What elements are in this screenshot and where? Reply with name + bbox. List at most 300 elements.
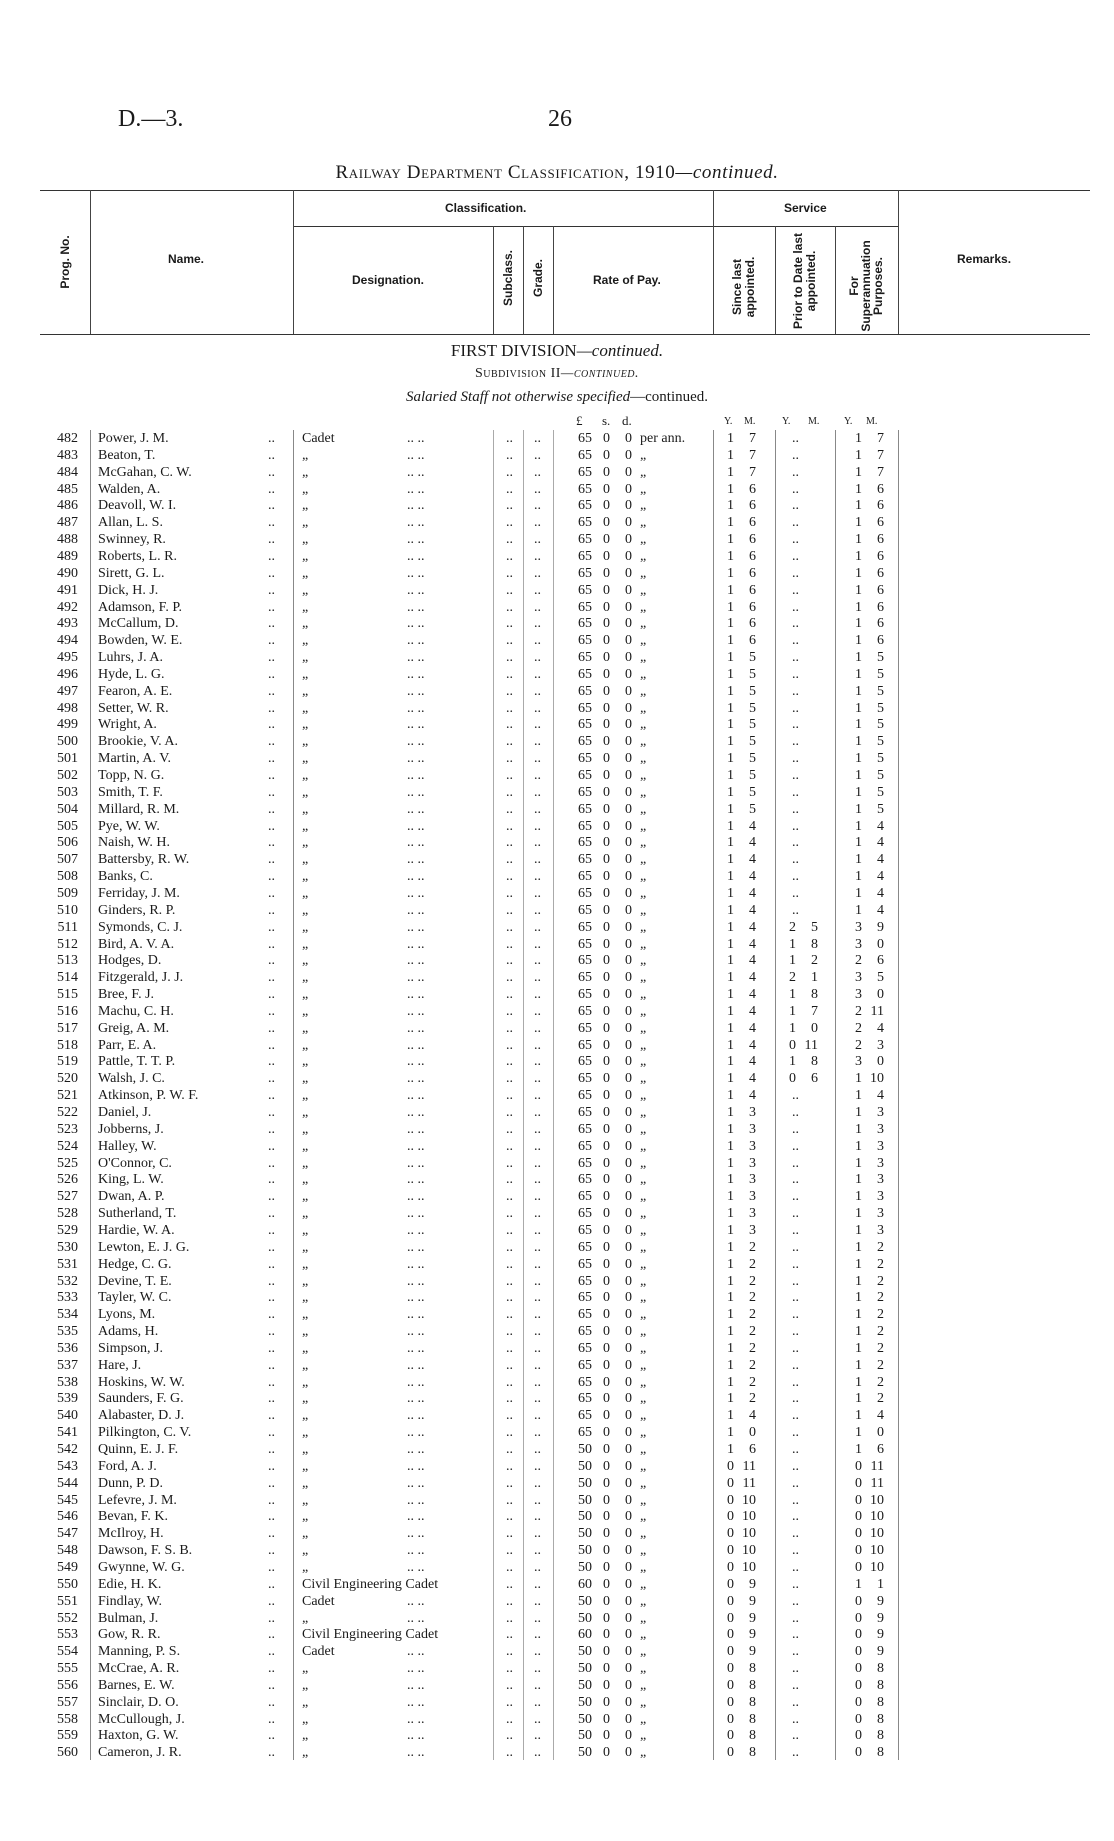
staff-name: Banks, C.	[98, 869, 153, 885]
table-row	[0, 1441, 1114, 1458]
leader-dots: ..	[534, 1206, 541, 1222]
leader-dots: .. ..	[407, 919, 425, 935]
designation: „	[302, 666, 309, 682]
leader-dots: .. ..	[407, 1425, 425, 1441]
designation: „	[302, 1273, 309, 1289]
pay-shillings: 0	[603, 582, 610, 598]
table-row	[0, 1205, 1114, 1222]
super-years: 1	[855, 1121, 862, 1137]
leader-dots: ..	[506, 1222, 513, 1238]
division-suffix: —continued.	[576, 341, 664, 360]
table-row	[0, 464, 1114, 481]
leader-dots: .. ..	[407, 987, 425, 1003]
super-years: 1	[855, 1206, 862, 1222]
table-row	[0, 497, 1114, 514]
prior-months: 8	[811, 1054, 818, 1070]
since-years: 1	[727, 1138, 734, 1154]
since-months: 3	[749, 1206, 756, 1222]
pay-shillings: 0	[603, 1357, 610, 1373]
pay-shillings: 0	[603, 1442, 610, 1457]
leader-dots: ..	[268, 1307, 275, 1323]
prog-number: 508	[57, 869, 78, 885]
pay-pence: 0	[625, 1003, 632, 1019]
super-months: 0	[877, 987, 884, 1003]
prior-months: ..	[792, 481, 799, 497]
header-remarks: Remarks.	[957, 252, 1012, 266]
super-years: 1	[855, 447, 862, 463]
since-months: 6	[749, 515, 756, 531]
since-months: 3	[749, 1121, 756, 1137]
prog-number: 500	[57, 734, 78, 750]
designation: „	[302, 885, 309, 901]
pay-shillings: 0	[603, 885, 610, 901]
since-months: 8	[749, 1661, 756, 1677]
leader-dots: .. ..	[407, 902, 425, 918]
staff-name: Findlay, W.	[98, 1593, 163, 1609]
designation: „	[302, 1003, 309, 1019]
pay-pence: 0	[625, 515, 632, 531]
staff-heading	[0, 389, 1114, 406]
leader-dots: ..	[506, 852, 513, 868]
prior-months: ..	[792, 1374, 799, 1390]
pay-shillings: 0	[603, 1610, 610, 1626]
unit-shilling: s.	[602, 413, 611, 428]
super-years: 1	[855, 1189, 862, 1205]
staff-name: Dunn, P. D.	[98, 1475, 163, 1491]
leader-dots: ..	[534, 582, 541, 598]
pay-shillings: 0	[603, 1105, 610, 1120]
leader-dots: .. ..	[407, 650, 425, 666]
since-years: 1	[727, 1003, 734, 1019]
pay-pence: 0	[625, 1054, 632, 1070]
prog-number: 554	[57, 1644, 78, 1660]
staff-name: Topp, N. G.	[98, 768, 165, 783]
prior-months: 8	[811, 987, 818, 1003]
staff-name: Hedge, C. G.	[98, 1256, 172, 1272]
pay-pounds: 65	[578, 1121, 592, 1137]
prog-number: 541	[57, 1425, 78, 1441]
super-years: 1	[855, 1408, 862, 1424]
prior-months: ..	[792, 1442, 799, 1457]
leader-dots: .. ..	[407, 1391, 425, 1407]
pay-pence: 0	[625, 1340, 632, 1356]
staff-name: McIlroy, H.	[98, 1526, 164, 1542]
pay-period: „	[640, 1442, 647, 1457]
designation: „	[302, 1340, 309, 1356]
pay-period: „	[640, 650, 647, 666]
leader-dots: ..	[268, 784, 275, 800]
prog-number: 488	[57, 532, 78, 548]
pay-pounds: 50	[578, 1526, 592, 1542]
pay-shillings: 0	[603, 1189, 610, 1205]
super-years: 1	[855, 599, 862, 615]
prior-months: ..	[792, 1728, 799, 1744]
leader-dots: .. ..	[407, 1475, 425, 1491]
prior-months: ..	[792, 599, 799, 615]
pay-pounds: 50	[578, 1475, 592, 1491]
leader-dots: ..	[506, 515, 513, 531]
super-months: 5	[877, 784, 884, 800]
subdivision-suffix: —continued.	[560, 366, 640, 381]
since-months: 8	[749, 1728, 756, 1744]
pay-pence: 0	[625, 717, 632, 733]
leader-dots: ..	[534, 987, 541, 1003]
leader-dots: ..	[534, 1290, 541, 1306]
leader-dots: .. ..	[407, 1088, 425, 1104]
pay-pounds: 65	[578, 953, 592, 969]
leader-dots: ..	[506, 1711, 513, 1727]
since-months: 7	[749, 464, 756, 480]
pay-pence: 0	[625, 1222, 632, 1238]
designation: „	[302, 936, 309, 952]
pay-pence: 0	[625, 919, 632, 935]
leader-dots: ..	[534, 1425, 541, 1441]
designation: „	[302, 1088, 309, 1104]
pay-pounds: 65	[578, 1425, 592, 1441]
super-months: 8	[877, 1661, 884, 1677]
staff-name: McCallum, D.	[98, 616, 179, 632]
prior-months: ..	[792, 1610, 799, 1626]
title-suffix: —continued.	[675, 162, 779, 183]
prior-years: 0	[789, 1037, 796, 1053]
leader-dots: ..	[268, 700, 275, 716]
prior-months: ..	[792, 700, 799, 716]
staff-name: Gow, R. R.	[98, 1627, 161, 1643]
leader-dots: ..	[268, 1694, 275, 1710]
super-years: 0	[855, 1610, 862, 1626]
pay-period: „	[640, 1425, 647, 1441]
table-row	[0, 1121, 1114, 1138]
leader-dots: .. ..	[407, 633, 425, 649]
super-years: 1	[855, 1071, 862, 1087]
pay-shillings: 0	[603, 498, 610, 514]
document-reference: D.—3.	[118, 106, 184, 132]
leader-dots: ..	[268, 768, 275, 783]
leader-dots: ..	[268, 1071, 275, 1087]
prog-number: 540	[57, 1408, 78, 1424]
table-row	[0, 952, 1114, 969]
super-years: 1	[855, 700, 862, 716]
leader-dots: ..	[534, 498, 541, 514]
pay-shillings: 0	[603, 987, 610, 1003]
super-years: 1	[855, 852, 862, 868]
pay-period: „	[640, 1694, 647, 1710]
super-months: 6	[877, 1442, 884, 1457]
leader-dots: ..	[268, 464, 275, 480]
designation: „	[302, 1020, 309, 1036]
unit-prior-months: M.	[808, 416, 820, 427]
leader-dots: ..	[534, 447, 541, 463]
leader-dots: ..	[506, 565, 513, 581]
since-years: 1	[727, 616, 734, 632]
pay-pounds: 65	[578, 717, 592, 733]
pay-shillings: 0	[603, 1745, 610, 1761]
table-row	[0, 1458, 1114, 1475]
pay-period: „	[640, 700, 647, 716]
leader-dots: .. ..	[407, 1340, 425, 1356]
super-years: 1	[855, 633, 862, 649]
pay-pence: 0	[625, 1324, 632, 1340]
leader-dots: .. ..	[407, 1694, 425, 1710]
pay-pence: 0	[625, 1610, 632, 1626]
super-years: 3	[855, 936, 862, 952]
leader-dots: ..	[506, 1677, 513, 1693]
since-months: 6	[749, 481, 756, 497]
pay-shillings: 0	[603, 1273, 610, 1289]
super-years: 1	[855, 481, 862, 497]
prog-number: 524	[57, 1138, 78, 1154]
pay-period: „	[640, 1610, 647, 1626]
leader-dots: ..	[534, 852, 541, 868]
leader-dots: ..	[534, 683, 541, 699]
super-months: 6	[877, 498, 884, 514]
since-months: 5	[749, 650, 756, 666]
pay-period: „	[640, 1290, 647, 1306]
pay-shillings: 0	[603, 1239, 610, 1255]
since-years: 1	[727, 818, 734, 834]
pay-period: „	[640, 515, 647, 531]
staff-name: Barnes, E. W.	[98, 1677, 175, 1693]
super-years: 1	[855, 1340, 862, 1356]
pay-pounds: 60	[578, 1627, 592, 1643]
designation: „	[302, 717, 309, 733]
since-years: 1	[727, 1357, 734, 1373]
since-years: 0	[727, 1711, 734, 1727]
super-years: 1	[855, 1576, 862, 1592]
since-months: 5	[749, 751, 756, 767]
pay-shillings: 0	[603, 464, 610, 480]
pay-period: „	[640, 717, 647, 733]
pay-shillings: 0	[603, 616, 610, 632]
since-months: 10	[742, 1543, 756, 1559]
super-months: 5	[877, 666, 884, 682]
pay-shillings: 0	[603, 1509, 610, 1525]
pay-pence: 0	[625, 1509, 632, 1525]
leader-dots: ..	[534, 1543, 541, 1559]
pay-pounds: 65	[578, 801, 592, 817]
designation: „	[302, 1206, 309, 1222]
col-rule	[90, 190, 91, 334]
staff-name: Martin, A. V.	[98, 751, 171, 767]
prior-months: 8	[811, 936, 818, 952]
leader-dots: ..	[268, 751, 275, 767]
super-years: 0	[855, 1475, 862, 1491]
staff-name: Jobberns, J.	[98, 1121, 164, 1137]
pay-period: „	[640, 768, 647, 783]
pay-period: „	[640, 1273, 647, 1289]
since-months: 9	[749, 1644, 756, 1660]
prog-number: 534	[57, 1307, 78, 1323]
prog-number: 559	[57, 1728, 78, 1744]
staff-name: Pilkington, C. V.	[98, 1425, 192, 1441]
leader-dots: .. ..	[407, 1290, 425, 1306]
super-months: 9	[877, 1627, 884, 1643]
leader-dots: .. ..	[407, 852, 425, 868]
table-row	[0, 1087, 1114, 1104]
leader-dots: ..	[268, 1357, 275, 1373]
leader-dots: ..	[534, 1509, 541, 1525]
leader-dots: ..	[534, 616, 541, 632]
super-months: 4	[877, 902, 884, 918]
since-months: 4	[749, 1071, 756, 1087]
prior-months: 6	[811, 1071, 818, 1087]
pay-pounds: 65	[578, 1340, 592, 1356]
since-years: 0	[727, 1627, 734, 1643]
pay-pounds: 65	[578, 885, 592, 901]
pay-period: „	[640, 1509, 647, 1525]
prog-number: 491	[57, 582, 78, 598]
leader-dots: ..	[506, 683, 513, 699]
leader-dots: ..	[268, 1711, 275, 1727]
leader-dots: ..	[534, 1340, 541, 1356]
pay-shillings: 0	[603, 1458, 610, 1474]
super-months: 7	[877, 447, 884, 463]
table-row	[0, 615, 1114, 632]
leader-dots: ..	[506, 902, 513, 918]
leader-dots: .. ..	[407, 1324, 425, 1340]
leader-dots: ..	[268, 1526, 275, 1542]
super-months: 3	[877, 1172, 884, 1188]
pay-pence: 0	[625, 1155, 632, 1171]
prior-months: 11	[804, 1037, 818, 1053]
prior-months: ..	[792, 835, 799, 851]
super-years: 1	[855, 582, 862, 598]
since-years: 1	[727, 599, 734, 615]
prior-months: ..	[792, 464, 799, 480]
leader-dots: ..	[268, 498, 275, 514]
staff-name: Pattle, T. T. P.	[98, 1054, 176, 1070]
leader-dots: ..	[506, 953, 513, 969]
leader-dots: .. ..	[407, 1222, 425, 1238]
prog-number: 531	[57, 1256, 78, 1272]
staff-name: Dick, H. J.	[98, 582, 159, 598]
prior-months: ..	[792, 885, 799, 901]
pay-pounds: 50	[578, 1644, 592, 1660]
super-months: 2	[877, 1340, 884, 1356]
leader-dots: ..	[268, 1138, 275, 1154]
since-years: 1	[727, 515, 734, 531]
leader-dots: .. ..	[407, 1526, 425, 1542]
table-row	[0, 1053, 1114, 1070]
super-years: 1	[855, 431, 862, 446]
since-months: 2	[749, 1340, 756, 1356]
leader-dots: ..	[268, 1610, 275, 1626]
prior-years: 1	[789, 1020, 796, 1036]
since-years: 1	[727, 919, 734, 935]
prog-number: 547	[57, 1526, 78, 1542]
leader-dots: ..	[506, 1357, 513, 1373]
prog-number: 487	[57, 515, 78, 531]
since-years: 1	[727, 936, 734, 952]
prior-months: ..	[792, 532, 799, 548]
super-months: 4	[877, 835, 884, 851]
col-rule	[553, 226, 554, 334]
since-years: 1	[727, 1324, 734, 1340]
leader-dots: .. ..	[407, 768, 425, 783]
table-row	[0, 599, 1114, 616]
super-years: 1	[855, 835, 862, 851]
super-months: 3	[877, 1222, 884, 1238]
pay-pounds: 65	[578, 987, 592, 1003]
since-years: 0	[727, 1694, 734, 1710]
header-service: Service	[784, 201, 827, 215]
leader-dots: ..	[534, 1054, 541, 1070]
pay-pounds: 65	[578, 1037, 592, 1053]
leader-dots: ..	[268, 885, 275, 901]
leader-dots: ..	[268, 616, 275, 632]
pay-period: „	[640, 498, 647, 514]
pay-period: „	[640, 548, 647, 564]
pay-pounds: 65	[578, 1054, 592, 1070]
since-years: 1	[727, 970, 734, 986]
staff-name: Fearon, A. E.	[98, 683, 173, 699]
staff-name: Wright, A.	[98, 717, 157, 733]
prior-months: ..	[792, 717, 799, 733]
staff-name: Parr, E. A.	[98, 1037, 157, 1053]
designation: „	[302, 784, 309, 800]
leader-dots: .. ..	[407, 1105, 425, 1120]
super-years: 0	[855, 1627, 862, 1643]
pay-pence: 0	[625, 1121, 632, 1137]
leader-dots: .. ..	[407, 1003, 425, 1019]
leader-dots: ..	[506, 768, 513, 783]
prior-months: ..	[792, 1324, 799, 1340]
since-years: 0	[727, 1458, 734, 1474]
staff-name: Dwan, A. P.	[98, 1189, 165, 1205]
leader-dots: .. ..	[407, 1357, 425, 1373]
prior-months: 1	[811, 970, 818, 986]
prog-number: 525	[57, 1155, 78, 1171]
super-months: 2	[877, 1324, 884, 1340]
since-months: 7	[749, 431, 756, 446]
prog-number: 501	[57, 751, 78, 767]
super-months: 4	[877, 1020, 884, 1036]
designation: „	[302, 633, 309, 649]
pay-pence: 0	[625, 885, 632, 901]
prog-number: 536	[57, 1340, 78, 1356]
pay-period: „	[640, 1088, 647, 1104]
since-years: 1	[727, 565, 734, 581]
prior-months: ..	[792, 1121, 799, 1137]
super-months: 3	[877, 1155, 884, 1171]
pay-period: „	[640, 885, 647, 901]
prog-number: 506	[57, 835, 78, 851]
since-years: 1	[727, 1121, 734, 1137]
header-top-rule	[40, 190, 1090, 191]
since-years: 1	[727, 532, 734, 548]
leader-dots: ..	[506, 1273, 513, 1289]
pay-period: „	[640, 464, 647, 480]
leader-dots: .. ..	[407, 1239, 425, 1255]
pay-shillings: 0	[603, 700, 610, 716]
super-years: 1	[855, 565, 862, 581]
super-years: 2	[855, 953, 862, 969]
prog-number: 490	[57, 565, 78, 581]
super-months: 2	[877, 1256, 884, 1272]
since-months: 4	[749, 818, 756, 834]
since-years: 1	[727, 481, 734, 497]
leader-dots: ..	[506, 751, 513, 767]
prior-months: ..	[792, 1644, 799, 1660]
staff-name: Hodges, D.	[98, 953, 162, 969]
leader-dots: ..	[506, 1071, 513, 1087]
since-months: 10	[742, 1526, 756, 1542]
pay-period: „	[640, 1121, 647, 1137]
pay-pence: 0	[625, 1644, 632, 1660]
table-row	[0, 1542, 1114, 1559]
pay-period: „	[640, 1357, 647, 1373]
prog-number: 560	[57, 1745, 78, 1761]
